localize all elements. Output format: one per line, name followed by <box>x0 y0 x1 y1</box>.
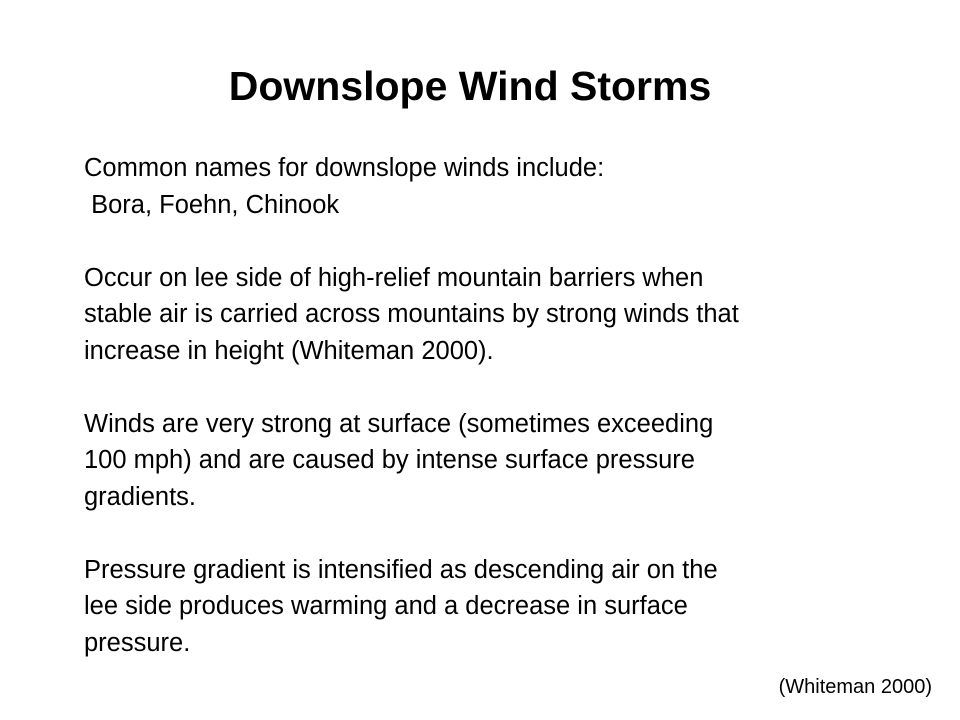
paragraph-occurrence <box>84 260 944 370</box>
citation: (Whiteman 2000) <box>778 676 932 698</box>
slide-body <box>84 150 944 661</box>
text-line: gradients. <box>84 482 196 511</box>
text-line: lee side produces warming and a decrease in surface <box>84 592 688 620</box>
text-line: Winds are very strong at surface (sometimes exceeding <box>84 409 714 438</box>
text-line: Common names for downslope winds include: <box>84 154 605 182</box>
paragraph-spacer <box>84 515 944 552</box>
slide-title: Downslope Wind Storms <box>228 63 712 109</box>
text-line: stable air is carried across mountains by strong winds that <box>84 300 739 328</box>
paragraph-spacer <box>84 369 944 406</box>
text-line: 100 mph) and are caused by intense surface pressure <box>84 446 695 474</box>
paragraph-wind-strength <box>84 406 944 516</box>
text-line: Occur on lee side of high-relief mountain barriers when <box>84 263 704 292</box>
text-line: Pressure gradient is intensified as descending air on the <box>84 555 718 584</box>
text-line: Bora, Foehn, Chinook <box>84 190 340 219</box>
paragraph-spacer <box>84 223 944 260</box>
text-line: increase in height (Whiteman 2000). <box>84 336 494 365</box>
text-line: pressure. <box>84 628 191 657</box>
paragraph-pressure-gradient <box>84 552 944 662</box>
paragraph-common-names <box>84 150 944 223</box>
